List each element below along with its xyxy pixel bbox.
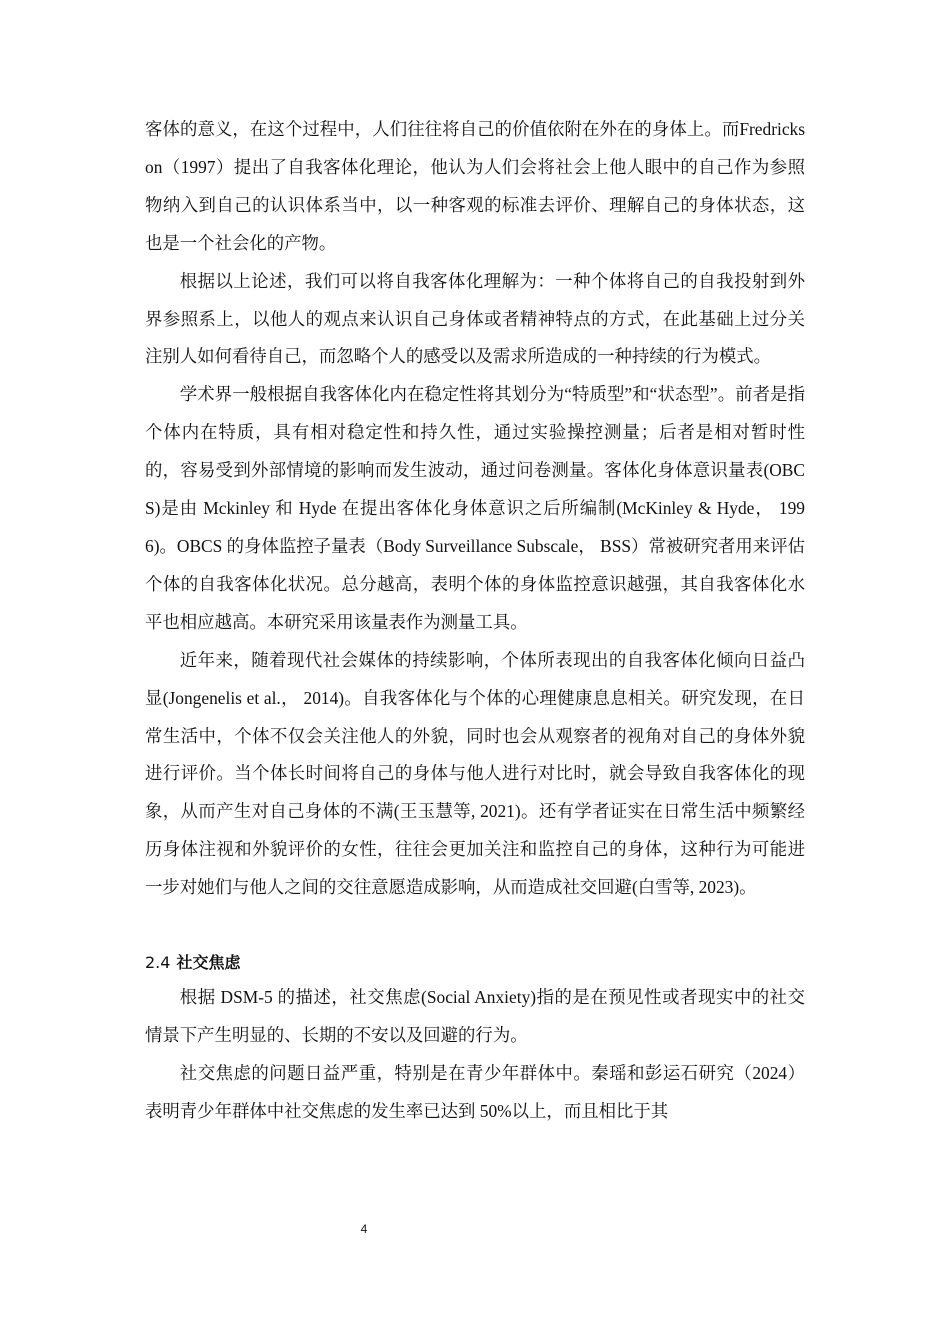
paragraph-objectification-types: 学术界一般根据自我客体化内在稳定性将其划分为“特质型”和“状态型”。前者是指个体内在特质，具有相对稳定性和持久性，通过实验操控测量；后者是相对暂时性的，容易受到外部情境的影响而发生波动，通过问卷测量。客体化身体意识量表(OBCS)是由 Mckinley 和 Hyde 在提出客体化身体意识之后所编制(McKinley & Hyde， 1996)。OBCS 的身体监控子量表（Body Surveillance Subscale， BSS）常被研究者用来评估个体的自我客体化状况。总分越高，表明个体的身体监控意识越强，其自我客体化水平也相应越高。本研究采用该量表作为测量工具。 (145, 384, 805, 632)
section-number: 2.4 (145, 953, 171, 973)
paragraph-objectification-definition: 根据以上论述，我们可以将自我客体化理解为：一种个体将自己的自我投射到外界参照系上，以他人的观点来认识自己身体或者精神特点的方式，在此基础上过分关注别人如何看待自己，而忽略个人的感受以及需求所造成的一种持续的行为模式。 (145, 270, 805, 367)
paragraph-social-anxiety-prevalence: 社交焦虑的问题日益严重，特别是在青少年群体中。秦瑶和彭运石研究（2024）表明青少年群体中社交焦虑的发生率已达到 50%以上，而且相比于其 (145, 1062, 805, 1121)
paragraph-objectification-effects: 近年来，随着现代社会媒体的持续影响，个体所表现出的自我客体化倾向日益凸显(Jongenelis et al.， 2014)。自我客体化与个体的心理健康息息相关。研究发现，在日常生活中，个体不仅会关注他人的外貌，同时也会从观察者的视角对自己的身体外貌进行评价。当个体长时间将自己的身体与他人进行对比时，就会导致自我客体化的现象，从而产生对自己身体的不满(王玉慧等, 2021)。还有学者证实在日常生活中频繁经历身体注视和外貌评价的女性，往往会更加关注和监控自己的身体，这种行为可能进一步对她们与他人之间的交往意愿造成影响，从而造成社交回避(白雪等, 2023)。 (145, 649, 805, 898)
page-body (145, 111, 805, 1131)
paragraph-social-anxiety-definition: 根据 DSM-5 的描述，社交焦虑(Social Anxiety)指的是在预见性或者现实中的社交情景下产生明显的、长期的不安以及回避的行为。 (145, 987, 805, 1045)
page-number: 4 (360, 1222, 368, 1236)
paragraph-objectification-meaning: 客体的意义，在这个过程中，人们往往将自己的价值依附在外在的身体上。而Fredrickson（1997）提出了自我客体化理论，他认为人们会将社会上他人眼中的自己作为参照物纳入到自己的认识体系当中，以一种客观的标准去评价、理解自己的身体状态，这也是一个社会化的产物。 (145, 119, 805, 253)
section-heading (145, 947, 805, 979)
section-title: 社交焦虑 (176, 953, 241, 973)
